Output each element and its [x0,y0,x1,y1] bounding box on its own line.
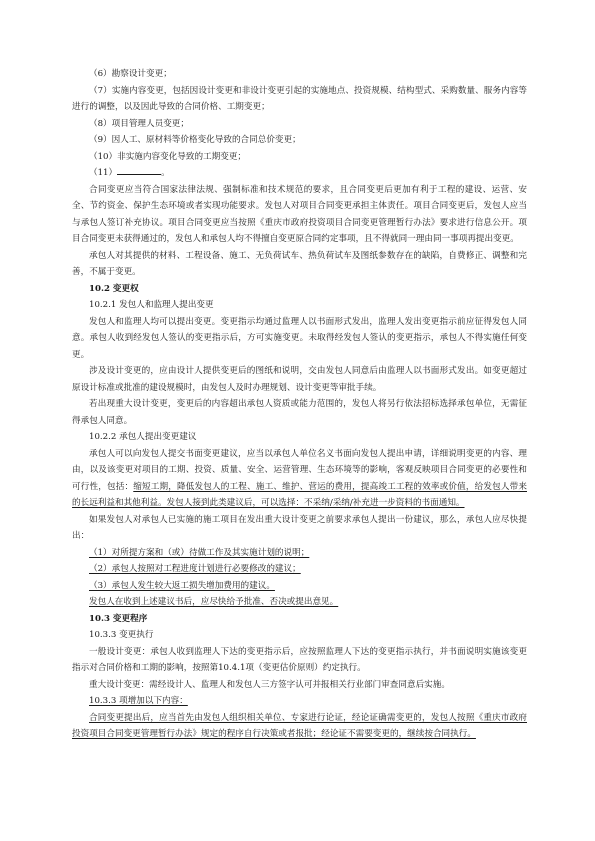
paragraph-defects: 承包人对其提供的材料、工程设备、施工、无负荷试车、热负荷试车及图纸参数存在的缺陷，自费修正、调整和完善，不属于变更。 [72,250,527,277]
subheading-10-2-2: 10.2.2 承包人提出变更建议 [89,432,197,442]
list-item-11-suffix: 。 [161,168,170,178]
paragraph-10-3-3-addition: 10.3.3 项增加以下内容： [89,696,188,706]
blank-fill-line [117,165,161,175]
proposal-list-item-3: （3）承包人发生较大返工损失增加费用的建议。 [89,580,275,591]
paragraph-general: 合同变更应当符合国家法律法规、强制标准和技术规范的要求，且合同变更后更加有利于工程的建设、运营、安全、节约资金、保护生态环境或者实现功能要求。发包人对项目合同变更承担主体责任。项目合同变更后，发包人应当与承包人签订补充协议。项目合同变更应当按照《重庆市政府投资项目合同变更管理暂行办法》要求进行信息公开。项目合同变更未获得通过的，发包人和承包人均不得擅自变更原合同约定事项，且不得就同一理由同一事项再提出变更。 [72,184,527,244]
paragraph-10-2-1-a: 发包人和监理人均可以提出变更。变更指示均通过监理人以书面形式发出，监理人发出变更指示前应征得发包人同意。承包人收到经发包人签认的变更指示后，方可实施变更。未取得经发包人签认的变更指示，承包人不得实施任何变更。 [72,316,527,360]
list-item-6: （6）勘察设计变更； [89,69,172,79]
list-item-11 [72,165,527,182]
section-heading-10-2: 10.2 变更权 [89,283,139,294]
list-item-7: （7）实施内容变更，包括因设计变更和非设计变更引起的实施地点、投资规模、结构型式、采购数量、服务内容等进行的调整，以及因此导致的合同价格、工期变更； [72,85,527,112]
subheading-10-3-3: 10.3.3 变更执行 [89,630,154,640]
subheading-10-2-1: 10.2.1 发包人和监理人提出变更 [89,300,214,310]
list-item-11-prefix: （11） [89,168,118,178]
proposal-list-item-2: （2）承包人按照对工程进度计划进行必要修改的建议； [89,564,301,574]
section-heading-10-3: 10.3 变更程序 [89,613,148,624]
paragraph-10-3-3-c: 合同变更提出后，应当首先由发包人组织相关单位、专家进行论证，经论证确需变更的，发包人按照《重庆市政府投资项目合同变更管理暂行办法》规定的程序自行决策或者报批；经论证不需要变更的，继续按合同执行。 [72,712,527,739]
paragraph-10-2-2-a-text: 承包人可以向发包人提交书面变更建议，应当以承包人单位名义书面向发包人提出申请，详细说明变更的内容、理由，以及该变更对项目的工期、投资、质量、安全、运营管理、生态环境等的影响，客观反映项目合同变更的必要性和可行性，包括： [72,448,527,492]
paragraph-10-2-2-a [72,446,527,512]
list-item-10: （10）非实施内容变化导致的工期变更； [89,151,247,162]
paragraph-10-3-3-b: 重大设计变更：需经设计人、监理人和发包人三方签字认可并报相关行业部门审查同意后实施。 [89,679,450,690]
paragraph-10-2-2-b: 如果发包人对承包人已实施的施工项目在发出重大设计变更之前要求承包人提出一份建议，那么，承包人应尽快提出： [72,514,527,541]
paragraph-10-2-2-c: 发包人在收到上述建议书后，应尽快给予批准、否决或提出意见。 [89,597,339,607]
list-item-8: （8）项目管理人员变更； [89,118,189,129]
document-page [72,66,527,743]
proposal-list-item-1: （1）对所提方案和（或）待做工作及其实施计划的说明； [89,547,310,558]
paragraph-10-3-3-a: 一般设计变更：承包人收到监理人下达的变更指示后，应按照监理人下达的变更指示执行，并书面说明实施该变更指示对合同价格和工期的影响，按照第10.4.1项（变更估价原则）约定执行。 [72,646,527,673]
paragraph-10-2-1-c: 若出现重大设计变更，变更后的内容超出承包人资质或能力范围的，发包人将另行依法招标选择承包单位，无需征得承包人同意。 [72,399,527,426]
list-item-9: （9）因人工、原材料等价格变化导致的合同总价变更； [89,135,301,145]
paragraph-10-2-2-a-underlined: 缩短工期，降低发包人的工程、施工、维护、营运的费用，提高竣工工程的效率或价值，给发包人带来的长远利益和其他利益。发包人接到此类建议后，可以选择：不采纳/采纳/补充进一步资料的书面通知。 [72,481,527,508]
paragraph-10-2-1-b: 涉及设计变更的，应由设计人提供变更后的图纸和说明，交由发包人同意后由监理人以书面形式发出。如变更超过原设计标准或批准的建设规模时，由发包人及时办理规划、设计变更等审批手续。 [72,366,527,393]
